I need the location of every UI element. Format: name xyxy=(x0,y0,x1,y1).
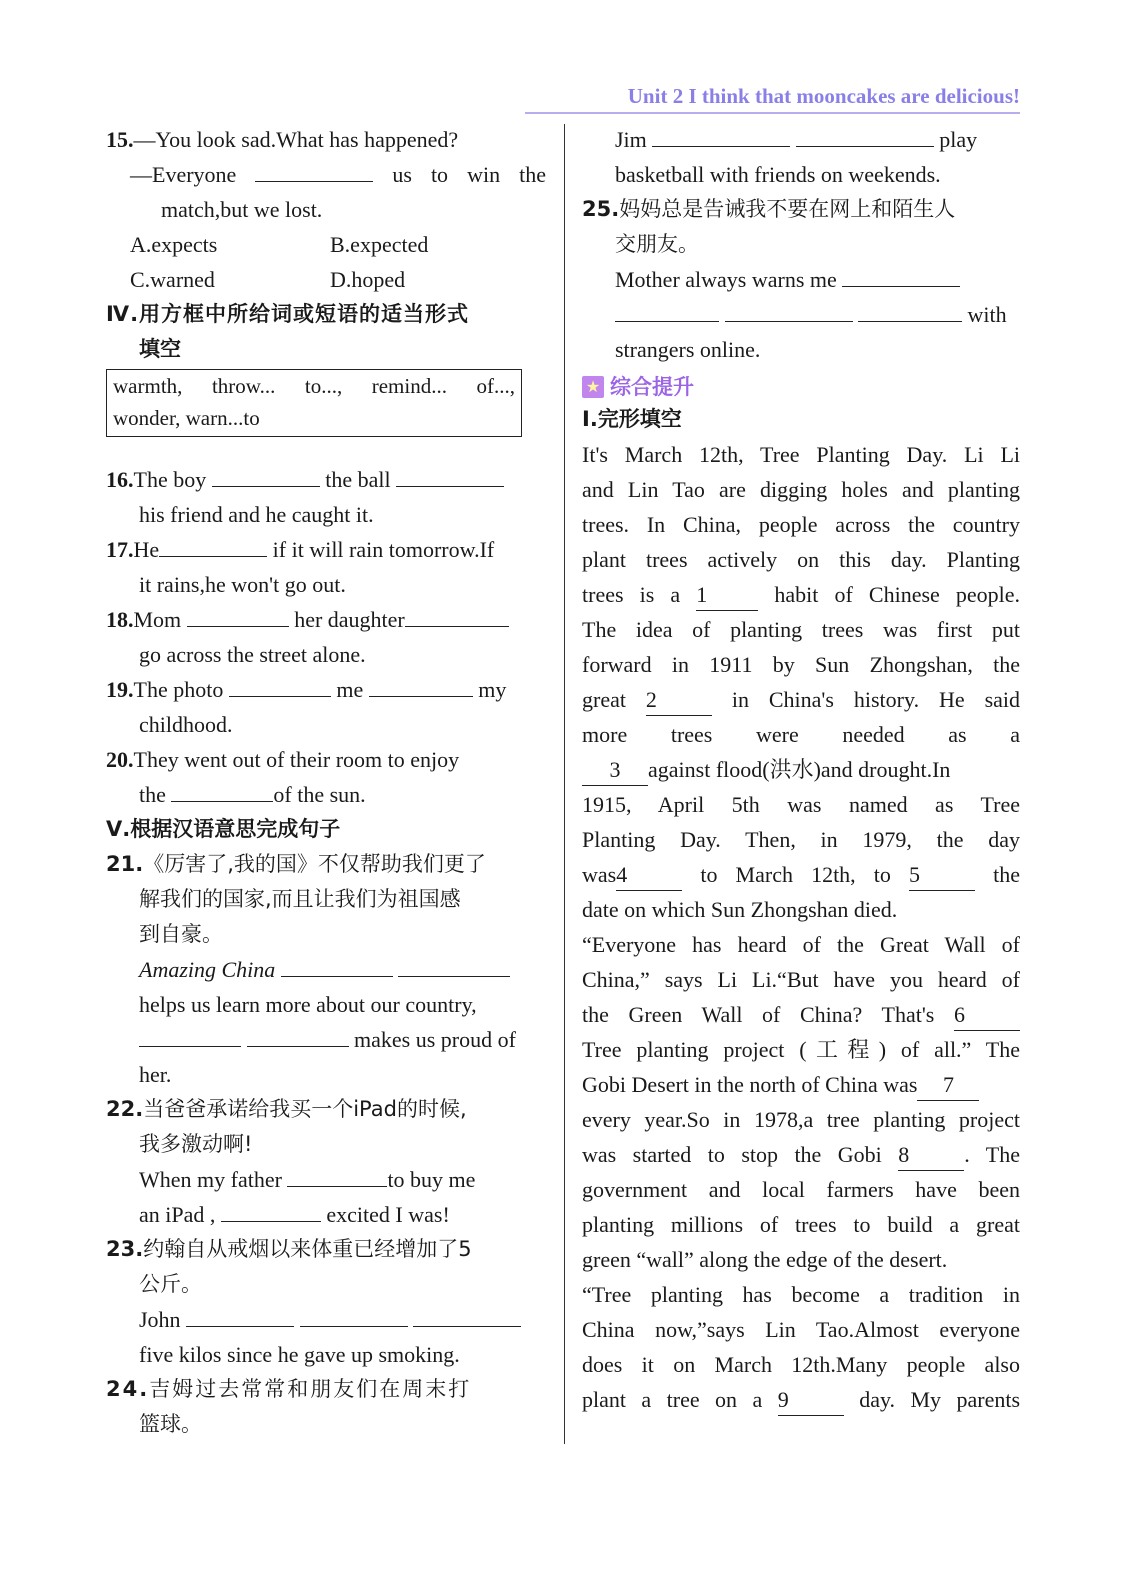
passage-line: more trees were needed as a xyxy=(582,722,1020,747)
passage-line: plant trees actively on this day. Planting xyxy=(582,547,1020,572)
section-5-title: Ⅴ.根据汉语意思完成句子 xyxy=(106,817,341,841)
answer-blank[interactable] xyxy=(159,532,267,557)
q21-en-2: helps us learn more about our country, xyxy=(139,992,477,1017)
q25-en-3: strangers online. xyxy=(615,337,761,362)
q22-zh-2: 我多激动啊! xyxy=(139,1132,253,1156)
passage-line: planting millions of trees to build a great xyxy=(582,1212,1020,1237)
word-bank-line-1: warmth, throw... to..., remind... of..., xyxy=(113,374,515,398)
passage-line: forward in 1911 by Sun Zhongshan, the xyxy=(582,652,1020,677)
q23-zh-1: 23.约翰自从戒烟以来体重已经增加了5 xyxy=(106,1237,472,1261)
section-1-title: Ⅰ.完形填空 xyxy=(582,407,682,431)
q22-zh-1: 22.当爸爸承诺给我买一个iPad的时候, xyxy=(106,1097,467,1121)
passage-line: does it on March 12th.Many people also xyxy=(582,1352,1020,1377)
q24-en-1: Jim play xyxy=(582,122,1020,157)
cloze-blank-7[interactable]: 7 xyxy=(917,1070,979,1101)
answer-blank[interactable] xyxy=(186,1302,294,1327)
cloze-blank-4[interactable]: 4 xyxy=(616,860,682,891)
star-icon: ★ xyxy=(582,376,604,398)
q21-en-3: makes us proud of xyxy=(106,1022,546,1057)
cloze-blank-1[interactable]: 1 xyxy=(696,580,758,611)
q21-zh-2: 解我们的国家,而且让我们为祖国感 xyxy=(139,887,461,911)
q23-en-1: John xyxy=(106,1302,546,1337)
answer-blank[interactable] xyxy=(652,122,790,147)
cloze-blank-9[interactable]: 9 xyxy=(778,1385,844,1416)
passage-line: trees is a 1 habit of Chinese people. xyxy=(582,577,1020,612)
option-c[interactable]: C.warned xyxy=(130,267,215,292)
passage-line: government and local farmers have been xyxy=(582,1177,1020,1202)
q23-en-2: five kilos since he gave up smoking. xyxy=(139,1342,460,1367)
passage-line: date on which Sun Zhongshan died. xyxy=(582,897,898,922)
option-a[interactable]: A.expects xyxy=(130,232,218,257)
q21-en-4: her. xyxy=(139,1062,172,1087)
q19-line: 19.The photo me my xyxy=(106,672,546,707)
q25-zh-1: 25.妈妈总是告诫我不要在网上和陌生人 xyxy=(582,197,956,221)
column-divider xyxy=(564,124,565,1444)
q15-options-ab xyxy=(106,227,546,262)
answer-blank[interactable] xyxy=(858,297,962,322)
passage-line: great 2 in China's history. He said xyxy=(582,682,1020,717)
answer-blank[interactable] xyxy=(396,462,504,487)
answer-blank[interactable] xyxy=(413,1302,521,1327)
cloze-blank-8[interactable]: 8 xyxy=(898,1140,964,1171)
passage-line: green “wall” along the edge of the desert. xyxy=(582,1247,948,1272)
q15-answer-cont: match,but we lost. xyxy=(161,197,323,222)
answer-blank[interactable] xyxy=(287,1162,387,1187)
q20-line: 20.They went out of their room to enjoy xyxy=(106,747,460,772)
q16-line: 16.The boy the ball xyxy=(106,462,546,497)
passage-line: Planting Day. Then, in 1979, the day xyxy=(582,827,1020,852)
q19-cont: childhood. xyxy=(139,712,233,737)
right-column xyxy=(582,122,1020,1417)
q25-zh-2: 交朋友。 xyxy=(615,232,699,256)
passage-line: China now,”says Lin Tao.Almost everyone xyxy=(582,1317,1020,1342)
answer-blank[interactable] xyxy=(139,1022,241,1047)
q18-line: 18.Mom her daughter xyxy=(106,602,546,637)
cloze-blank-5[interactable]: 5 xyxy=(909,860,975,891)
q21-zh-1: 21.《厉害了,我的国》不仅帮助我们更了 xyxy=(106,852,486,876)
word-bank-box xyxy=(106,369,522,437)
q21-zh-3: 到自豪。 xyxy=(139,922,223,946)
cloze-blank-2[interactable]: 2 xyxy=(646,685,712,716)
q20-cont: the of the sun. xyxy=(106,777,546,812)
answer-blank[interactable] xyxy=(221,1197,321,1222)
passage-line: the Green Wall of China? That's 6 xyxy=(582,997,1020,1032)
answer-blank[interactable] xyxy=(369,672,473,697)
option-d[interactable]: D.hoped xyxy=(330,267,406,292)
q17-line: 17.He if it will rain tomorrow.If xyxy=(106,532,546,567)
answer-blank[interactable] xyxy=(247,1022,349,1047)
section-tag: ★ 综合提升 xyxy=(582,370,694,405)
passage-line: was started to stop the Gobi 8 . The xyxy=(582,1137,1020,1172)
unit-header: Unit 2 I think that mooncakes are delicious! xyxy=(627,84,1020,108)
answer-blank[interactable] xyxy=(615,297,719,322)
passage-line: Gobi Desert in the north of China was 7 xyxy=(582,1067,1020,1102)
answer-blank[interactable] xyxy=(187,602,289,627)
section-4-title-cont: 填空 xyxy=(139,337,181,361)
q23-zh-2: 公斤。 xyxy=(139,1272,202,1296)
q15-line: 15.—You look sad.What has happened? xyxy=(106,127,459,152)
answer-blank[interactable] xyxy=(300,1302,408,1327)
q25-en-1: Mother always warns me xyxy=(582,262,1020,297)
passage-line: every year.So in 1978,a tree planting project xyxy=(582,1107,1020,1132)
q22-en-2: an iPad , excited I was! xyxy=(106,1197,546,1232)
q21-en-1: Amazing China xyxy=(106,952,546,987)
q24-en-2: basketball with friends on weekends. xyxy=(615,162,941,187)
answer-blank[interactable] xyxy=(171,777,273,802)
answer-blank[interactable] xyxy=(725,297,853,322)
answer-blank[interactable] xyxy=(255,157,373,182)
q17-cont: it rains,he won't go out. xyxy=(139,572,346,597)
q15-answer-line: —Everyone us to win the xyxy=(106,157,546,192)
q25-en-2: with xyxy=(582,297,1020,332)
answer-blank[interactable] xyxy=(842,262,960,287)
option-b[interactable]: B.expected xyxy=(330,232,429,257)
section-tag-row xyxy=(582,367,1020,402)
passage-line: and Lin Tao are digging holes and planting xyxy=(582,477,1020,502)
word-bank-line-2: wonder, warn...to xyxy=(113,406,260,430)
q24-zh-2: 篮球。 xyxy=(139,1412,202,1436)
passage-line: China,” says Li Li.“But have you heard of xyxy=(582,967,1020,992)
passage-line: was4 to March 12th, to 5 the xyxy=(582,857,1020,892)
passage-line: It's March 12th, Tree Planting Day. Li Li xyxy=(582,442,1020,467)
cloze-blank-3[interactable]: 3 xyxy=(582,755,648,786)
q16-cont: his friend and he caught it. xyxy=(139,502,374,527)
answer-blank[interactable] xyxy=(281,952,393,977)
passage-line: “Everyone has heard of the Great Wall of xyxy=(582,932,1020,957)
header-rule xyxy=(525,112,1020,114)
passage-line: 3 against flood(洪水)and drought.In xyxy=(582,752,1020,787)
passage-line: The idea of planting trees was first put xyxy=(582,617,1020,642)
passage-line: trees. In China, people across the country xyxy=(582,512,1020,537)
answer-blank[interactable] xyxy=(398,952,510,977)
passage-line: Tree planting project (工程) of all.” The xyxy=(582,1037,1020,1062)
section-4-title: Ⅳ.用方框中所给词或短语的适当形式 xyxy=(106,302,470,326)
q24-zh-1: 24.吉姆过去常常和朋友们在周末打 xyxy=(106,1377,472,1401)
passage-line: “Tree planting has become a tradition in xyxy=(582,1282,1020,1307)
left-column xyxy=(106,122,546,1442)
q15-options-cd xyxy=(106,262,546,297)
q22-en-1: When my father to buy me xyxy=(106,1162,546,1197)
answer-blank[interactable] xyxy=(212,462,320,487)
cloze-blank-6[interactable]: 6 xyxy=(954,1000,1020,1031)
passage-line: plant a tree on a 9 day. My parents xyxy=(582,1382,1020,1417)
answer-blank[interactable] xyxy=(796,122,934,147)
q18-cont: go across the street alone. xyxy=(139,642,366,667)
answer-blank[interactable] xyxy=(229,672,331,697)
answer-blank[interactable] xyxy=(405,602,509,627)
passage-line: 1915, April 5th was named as Tree xyxy=(582,792,1020,817)
